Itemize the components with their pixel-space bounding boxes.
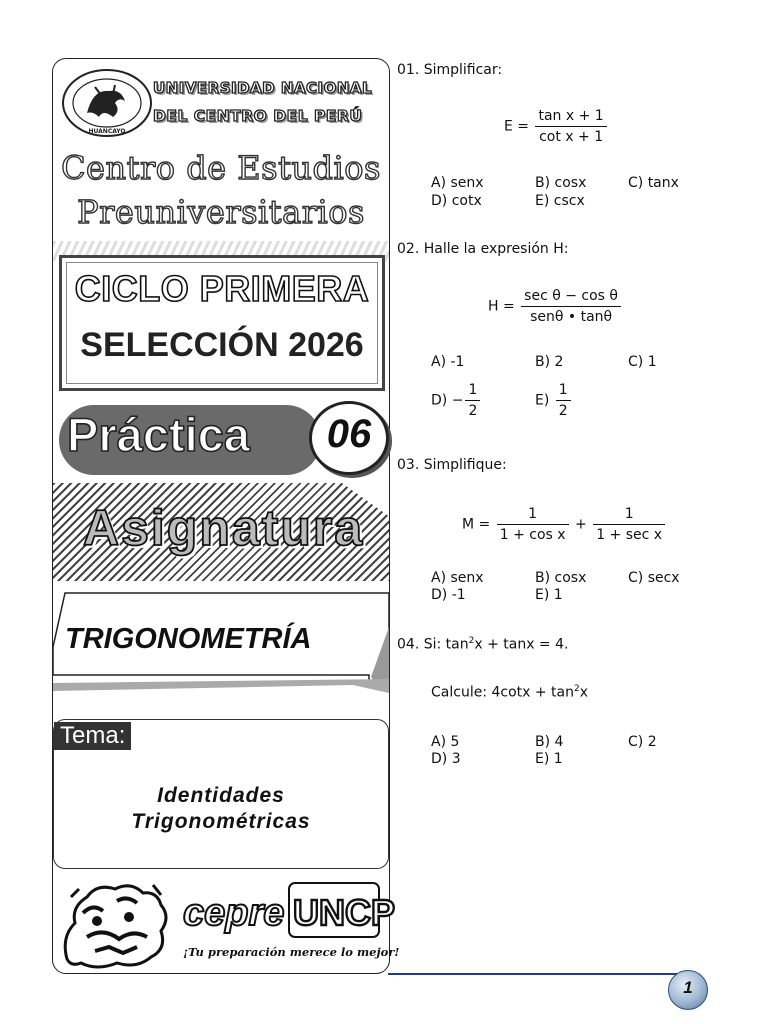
logo-text-cepre: cepre <box>183 892 285 934</box>
q2-option-d[interactable] <box>431 382 482 419</box>
q3-option-b[interactable]: B) cosx <box>535 570 587 586</box>
q1-lhs: E = <box>504 118 530 135</box>
q1-fraction <box>535 108 606 145</box>
q4-calc-pre: Calcule: 4cotx + tan <box>431 684 575 701</box>
slogan: ¡Tu preparación merece lo mejor! <box>183 945 400 959</box>
q3-plus: + <box>575 516 587 533</box>
q3-denominator-2: 1 + sec x <box>596 527 663 543</box>
q2-option-e[interactable] <box>535 382 573 419</box>
practice-banner <box>53 397 389 489</box>
q2-option-d-fraction <box>465 382 480 419</box>
question-2-formula <box>488 288 623 325</box>
q3-denominator-1: 1 + cos x <box>499 527 566 543</box>
cycle-box <box>59 255 385 391</box>
q1-denominator: cot x + 1 <box>539 129 604 145</box>
q2-option-d-den: 2 <box>468 403 478 419</box>
q1-option-d[interactable]: D) cotx <box>431 193 482 209</box>
question-3-heading: 03. Simplifique: <box>397 457 507 473</box>
q1-option-b[interactable]: B) cosx <box>535 175 587 191</box>
subject-name: TRIGONOMETRÍA <box>65 623 312 655</box>
q3-numerator-1: 1 <box>497 506 569 525</box>
cycle-title: CICLO PRIMERA <box>74 268 370 309</box>
q2-option-a[interactable]: A) -1 <box>431 354 465 370</box>
q2-option-e-fraction <box>556 382 571 419</box>
q3-numerator-2: 1 <box>593 506 665 525</box>
university-name-line2: DEL CENTRO DEL PERÚ <box>153 107 363 125</box>
q3-option-e[interactable]: E) 1 <box>535 587 563 603</box>
question-2-heading: 02. Halle la expresión H: <box>397 241 569 257</box>
university-seal <box>59 67 155 139</box>
practice-label: Práctica <box>67 408 250 461</box>
seal-city-text: HUANCAYO <box>88 128 126 135</box>
page-number-badge <box>668 970 708 1010</box>
practice-number-badge <box>309 401 389 475</box>
subject-banner <box>53 477 389 585</box>
q3-lhs: M = <box>462 516 491 533</box>
q4-option-d[interactable]: D) 3 <box>431 751 461 767</box>
q2-option-e-num: 1 <box>556 382 571 401</box>
topic-label: Tema: <box>54 722 131 750</box>
cepre-uncp-logo <box>181 881 396 939</box>
question-4-calculation <box>431 684 588 701</box>
q2-lhs: H = <box>488 298 515 315</box>
practice-number: 06 <box>326 412 372 456</box>
page-footer-rule <box>388 973 678 975</box>
q2-numerator: sec θ − cos θ <box>521 288 621 307</box>
q2-fraction <box>521 288 621 325</box>
subject-label: Asignatura <box>83 500 365 556</box>
q4-heading-sup: 2 <box>468 636 475 646</box>
cover-panel <box>52 58 400 974</box>
q2-option-b[interactable]: B) 2 <box>535 354 564 370</box>
topic-title-line2: Trigonométricas <box>131 810 311 833</box>
q3-fraction-2 <box>593 506 665 543</box>
footer-logos <box>53 873 400 973</box>
q2-option-d-prefix: D) − <box>431 392 464 409</box>
mascot-logo-icon <box>57 877 175 971</box>
topic-box <box>53 719 389 869</box>
center-name-line2: Preuniversitarios <box>77 193 365 231</box>
q4-option-a[interactable]: A) 5 <box>431 734 460 750</box>
q4-option-e[interactable]: E) 1 <box>535 751 563 767</box>
q2-option-d-num: 1 <box>465 382 480 401</box>
center-name-line1: Centro de Estudios <box>61 149 381 187</box>
logo-text-uncp: UNCP <box>293 892 396 933</box>
q2-option-e-den: 2 <box>558 403 568 419</box>
q4-heading-pre: 04. Si: tan <box>397 636 469 653</box>
q4-option-b[interactable]: B) 4 <box>535 734 564 750</box>
q4-calc-post: x <box>579 684 589 701</box>
topic-title-line1: Identidades <box>157 784 285 807</box>
question-4-heading <box>397 636 568 653</box>
q3-option-d[interactable]: D) -1 <box>431 587 466 603</box>
q1-option-a[interactable]: A) senx <box>431 175 484 191</box>
q3-option-c[interactable]: C) secx <box>628 570 680 586</box>
q1-numerator: tan x + 1 <box>535 108 606 127</box>
question-1-formula <box>504 108 609 145</box>
q3-option-a[interactable]: A) senx <box>431 570 484 586</box>
q2-option-e-prefix: E) <box>535 392 550 409</box>
university-name-line1: UNIVERSIDAD NACIONAL <box>153 79 373 97</box>
q3-fraction-1 <box>497 506 569 543</box>
q2-denominator: senθ • tanθ <box>530 309 613 325</box>
question-3-formula <box>462 506 667 543</box>
cycle-subtitle: SELECCIÓN 2026 <box>80 326 364 364</box>
university-header <box>53 59 389 141</box>
question-1-heading: 01. Simplificar: <box>397 62 503 78</box>
subject-name-banner <box>53 587 389 717</box>
q1-option-e[interactable]: E) cscx <box>535 193 585 209</box>
q4-heading-post: x + tanx = 4. <box>474 636 569 653</box>
q4-calc-sup: 2 <box>574 684 580 694</box>
page-number: 1 <box>683 978 693 997</box>
q4-option-c[interactable]: C) 2 <box>628 734 657 750</box>
q1-option-c[interactable]: C) tanx <box>628 175 679 191</box>
q2-option-c[interactable]: C) 1 <box>628 354 657 370</box>
